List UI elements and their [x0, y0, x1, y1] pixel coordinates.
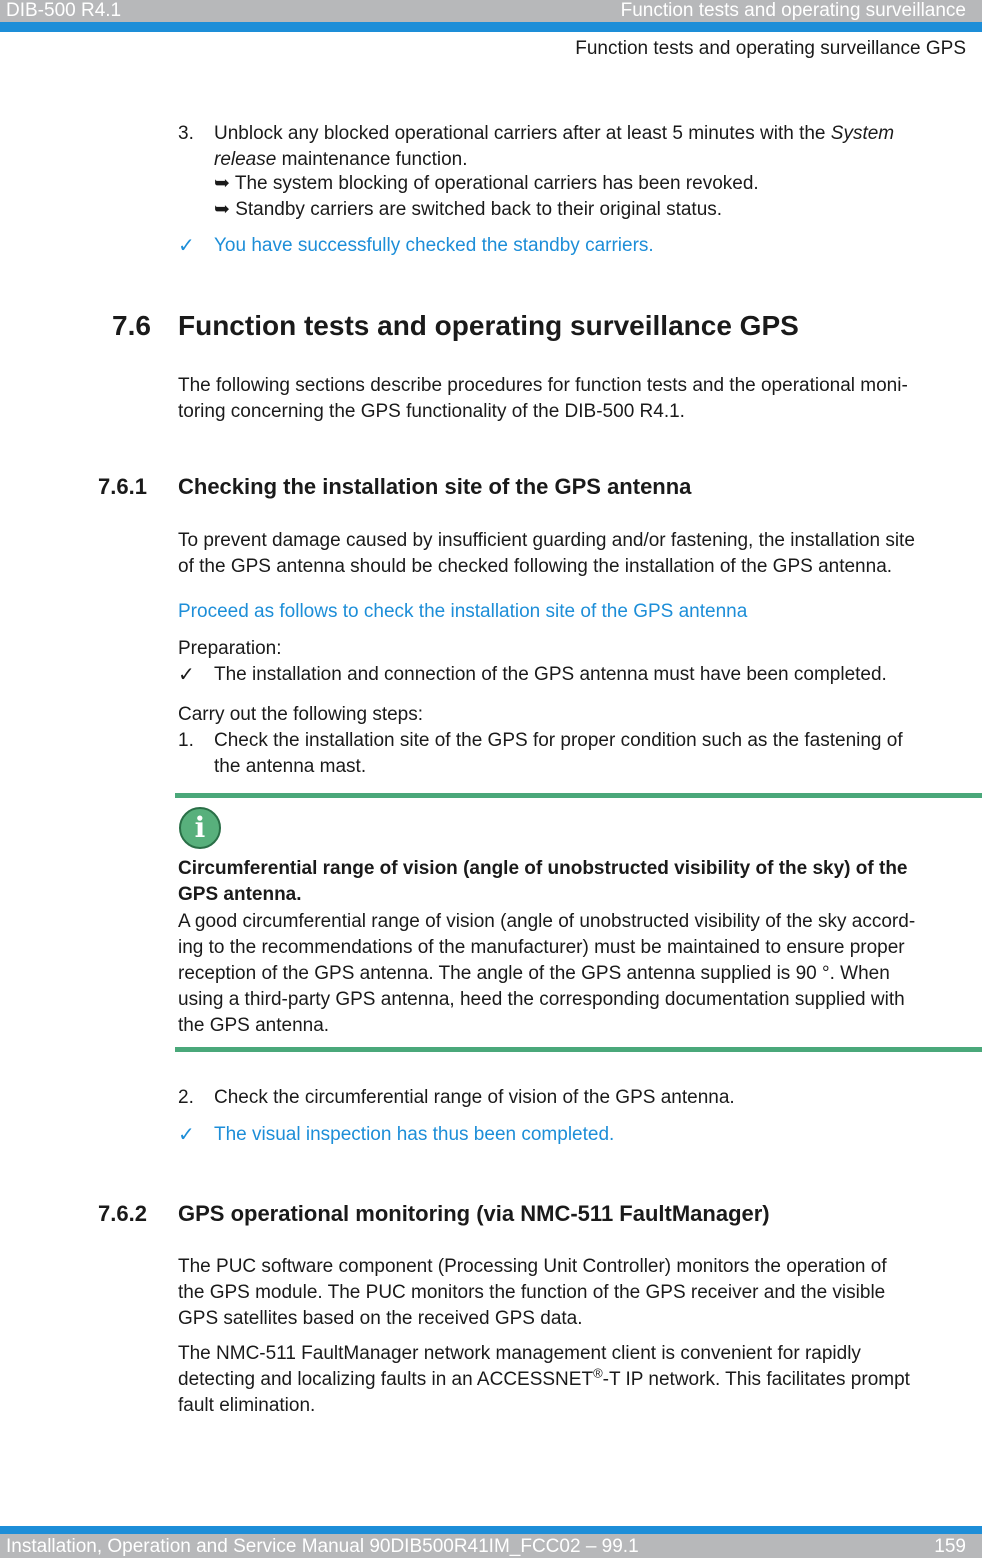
success-message: The visual inspection has thus been completed. — [214, 1124, 615, 1145]
procedure-heading: Proceed as follows to check the installation site of the GPS antenna — [178, 601, 748, 622]
step-number: 2. — [178, 1087, 194, 1108]
subsection-title: Checking the installation site of the GPS antenna — [178, 474, 692, 499]
check-icon: ✓ — [178, 664, 195, 686]
paragraph: The following sections describe procedures for function tests and the operational moni- toring concerning the GPS functionality of the DIB-500 R4.1. — [178, 375, 908, 422]
paragraph: To prevent damage caused by insufficient guarding and/or fastening, the installation site of the GPS antenna should be checked following the installation of the GPS antenna. — [178, 530, 915, 577]
footer-manual-title: Installation, Operation and Service Manual 90DIB500R41IM_FCC02 – 99.1 — [6, 1536, 639, 1557]
step-number: 1. — [178, 730, 194, 751]
note-top-rule — [175, 793, 982, 798]
step-text: Unblock any blocked operational carriers after at least 5 minutes with the System release maintenance function. — [214, 123, 895, 170]
note-title: Circumferential range of vision (angle of unobstructed visibility of the sky) of the GPS antenna. — [178, 858, 908, 905]
note-bottom-rule — [175, 1047, 982, 1052]
header-section-title: Function tests and operating surveillance GPS — [575, 38, 966, 59]
header-chapter-title: Function tests and operating surveillance — [620, 0, 966, 21]
footer-bar — [0, 1534, 982, 1558]
step-number: 3. — [178, 123, 194, 144]
preparation-label: Preparation: — [178, 638, 282, 659]
info-icon: i — [179, 807, 221, 849]
header-divider — [0, 22, 982, 32]
steps-label: Carry out the following steps: — [178, 704, 424, 725]
header-bar — [0, 0, 982, 22]
paragraph: The PUC software component (Processing Unit Controller) monitors the operation of the GPS module. The PUC monitors the function of the GPS receiver and the visible GPS satellites based on the received GPS data. — [178, 1256, 887, 1329]
page-number: 159 — [934, 1536, 966, 1557]
step-result: ➥ Standby carriers are switched back to their original status. — [214, 199, 723, 220]
step-text: Check the installation site of the GPS for proper condition such as the fastening of the antenna mast. — [214, 730, 903, 777]
subsection-number: 7.6.1 — [98, 474, 147, 499]
step-result: ➥ The system blocking of operational carriers has been revoked. — [214, 173, 759, 194]
check-icon: ✓ — [178, 235, 195, 257]
success-message: You have successfully checked the standby carriers. — [214, 235, 654, 256]
header-doc-title: DIB-500 R4.1 — [6, 0, 122, 21]
note-body: A good circumferential range of vision (angle of unobstructed visibility of the sky accord- ing to the recommendations of the manufacturer) must be maintained to ensure proper reception of the GPS antenna. The angle of the GPS antenna supplied is 90 °. When using a third-party GPS antenna, heed the corresponding documentation supplied with the GPS antenna. — [178, 911, 916, 1036]
section-title: Function tests and operating surveillance GPS — [178, 310, 799, 341]
footer-divider — [0, 1526, 982, 1534]
paragraph: The NMC-511 FaultManager network management client is convenient for rapidly detecting and localizing faults in an ACCESSNET®-T IP network. This facilitates prompt fault elimination. — [178, 1343, 910, 1416]
subsection-title: GPS operational monitoring (via NMC-511 FaultManager) — [178, 1201, 770, 1226]
check-icon: ✓ — [178, 1124, 195, 1146]
preparation-item: The installation and connection of the GPS antenna must have been completed. — [214, 664, 887, 685]
step-text: Check the circumferential range of vision of the GPS antenna. — [214, 1087, 735, 1108]
subsection-number: 7.6.2 — [98, 1201, 147, 1226]
section-number: 7.6 — [112, 310, 151, 341]
